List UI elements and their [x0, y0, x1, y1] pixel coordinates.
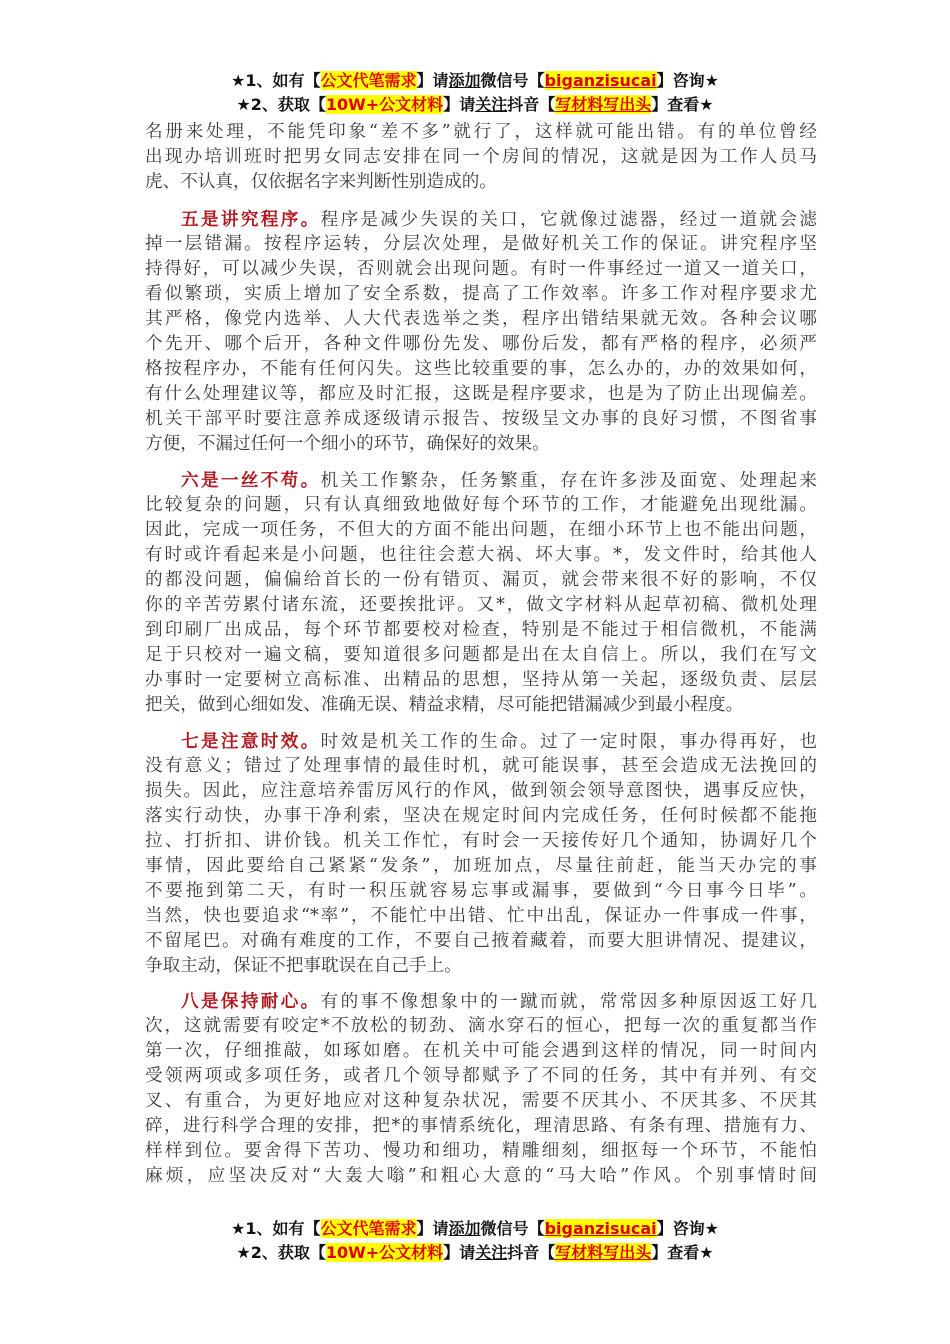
section-heading: 八是保持耐心。: [181, 991, 321, 1012]
paragraph: [145, 207, 817, 457]
text-line: 虎、不认真，仅依据名字来判断性别造成的。: [145, 172, 497, 192]
text-line: 麻烦，应坚决反对“大轰大嗡”和粗心大意的“马大哈”作风。个别事情时间: [145, 1166, 817, 1186]
text-line: 八是保持耐心。有的事不像想象中的一蹴而就，常常因多种原因返工好几: [181, 991, 817, 1012]
header-banner: [0, 70, 950, 116]
text-line: 七是注意时效。时效是机关工作的生命。过了一定时限，事办得再好，也: [181, 731, 817, 752]
text-line: 不要拖到第二天，有时一积压就容易忘事或漏事，要做到“今日事今日毕”。: [145, 881, 817, 901]
footer-banner: [0, 1218, 950, 1264]
banner-line-2: ★2、获取【10W+公文材料】请关注抖音【写材料写出头】查看★: [236, 95, 714, 114]
text-line: 足于只校对一遍文稿，要知道很多问题都是出在太自信上。所以，我们在写文: [145, 645, 817, 665]
text-line: 到印刷厂出成品，每个环节都要校对检查，特别是不能过于相信微机，不能满: [145, 620, 817, 640]
text-line: 方便，不漏过任何一个细小的环节，确保好的效果。: [145, 434, 550, 454]
text-line: 损失。因此，应注意培养雷厉风行的作风，做到领会领导意图快，遇事反应快，: [145, 781, 817, 801]
text-line: 办事时一定要树立高标准、出精品的思想，坚持从第一关起，逐级负责、层层: [145, 670, 817, 690]
text-line: 叉、有重合，为更好地应对这种复杂状况，需要不厌其小、不厌其多、不厌其: [145, 1091, 817, 1111]
section-heading: 五是讲究程序。: [181, 209, 321, 230]
text-line: 有什么处理建议等，都应及时汇报，这既是程序要求，也是为了防止出现偏差。: [145, 384, 817, 404]
paragraph: [145, 729, 817, 979]
highlight: 公文代笔需求: [320, 71, 417, 90]
text-line: 受领两项或多项任务，或者几个领导都赋予了不同的任务，其中有并列、有交: [145, 1066, 817, 1086]
wechat-id: biganzisucai: [544, 71, 657, 90]
text-line: 不留尾巴。对确有难度的工作，不要自己掖着藏着，而要大胆讲情况、提建议，: [145, 931, 817, 951]
section-heading: 七是注意时效。: [181, 731, 321, 752]
text-line: 掉一层错漏。按程序运转，分层次处理，是做好机关工作的保证。讲究程序坚: [145, 234, 817, 254]
text-line: 拉、打折扣、讲价钱。机关工作忙，有时会一天接传好几个通知，协调好几个: [145, 831, 817, 851]
text-line: 出现办培训班时把男女同志安排在同一个房间的情况，这就是因为工作人员马: [145, 147, 817, 167]
text-line: 落实行动快，办事干净利索，坚决在规定时间内完成任务，任何时候都不能拖: [145, 806, 817, 826]
banner-line-2: ★2、获取【10W+公文材料】请关注抖音【写材料写出头】查看★: [236, 1243, 714, 1262]
paragraph: [145, 120, 817, 195]
text-line: 有时或许看起来是小问题，也往往会惹大祸、坏大事。*，发文件时，给其他人: [145, 545, 817, 565]
text-line: 格按程序办，不能有任何闪失。这些比较重要的事，怎么办的，办的效果如何，: [145, 359, 817, 379]
text-line: 其严格，像党内选举、人大代表选举之类，程序出错结果就无效。各种会议哪: [145, 309, 817, 329]
text-line: 你的辛苦劳累付诸东流，还要挨批评。又*，做文字材料从起草初稿、微机处理: [145, 595, 817, 615]
text-line: 把关，做到心细如发、准确无误、精益求精，尽可能把错漏减少到最小程度。: [145, 695, 744, 715]
text-line: 的都没问题，偏偏给首长的一份有错页、漏页，就会带来很不好的影响，不仅: [145, 570, 817, 590]
text-line: 持得好，可以减少失误，否则就会出现问题。有时一件事经过一道又一道关口，: [145, 259, 817, 279]
text-line: 当然，快也要追求“*率”，不能忙中出错、忙中出乱，保证办一件事成一件事，: [145, 906, 817, 926]
banner-line-1: ★1、如有【公文代笔需求】请添加微信号【biganzisucai】咨询★: [231, 1219, 719, 1238]
section-heading: 六是一丝不苟。: [181, 470, 321, 491]
text-line: 名册来处理，不能凭印象“差不多”就行了，这样就可能出错。有的单位曾经: [145, 122, 817, 142]
text-line: 六是一丝不苟。机关工作繁杂，任务繁重，存在许多涉及面宽、处理起来: [181, 470, 817, 491]
banner-line-1: ★1、如有【公文代笔需求】请添加微信号【biganzisucai】咨询★: [231, 71, 719, 90]
text-line: 次，这就需要有咬定*不放松的韧劲、滴水穿石的恒心，把每一次的重复都当作: [145, 1016, 817, 1036]
text-line: 碎，进行科学合理的安排，把*的事情系统化，理清思路、有条有理、措施有力、: [145, 1116, 817, 1136]
text-line: 看似繁琐，实质上增加了安全系数，提高了工作效率。许多工作对程序要求尤: [145, 284, 817, 304]
text-line: 没有意义；错过了处理事情的最佳时机，就可能误事，甚至会造成无法挽回的: [145, 756, 817, 776]
text-line: 样样到位。要舍得下苦功、慢功和细功，精雕细刻，细抠每一个环节，不能怕: [145, 1141, 817, 1161]
text-line: 个先开、哪个后开，各种文件哪份先发、哪份后发，都有严格的程序，必须严: [145, 334, 817, 354]
text-line: 五是讲究程序。程序是减少失误的关口，它就像过滤器，经过一道就会滤: [181, 209, 817, 230]
text-line: 比较复杂的问题，只有认真细致地做好每个环节的工作，才能避免出现纰漏。: [145, 495, 817, 515]
text-line: 事情，因此要给自己紧紧“发条”，加班加点，尽量往前赶，能当天办完的事: [145, 856, 817, 876]
text-line: 机关干部平时要注意养成逐级请示报告、按级呈文办事的良好习惯，不图省事: [145, 409, 817, 429]
text-line: 争取主动，保证不把事耽误在自己手上。: [145, 956, 462, 976]
text-line: 因此，完成一项任务，不但大的方面不能出问题，在细小环节上也不能出问题，: [145, 520, 817, 540]
paragraph: [145, 989, 817, 1189]
text-line: 第一次，仔细推敲，如琢如磨。在机关中可能会遇到这样的情况，同一时间内: [145, 1041, 817, 1061]
paragraph: [145, 468, 817, 718]
